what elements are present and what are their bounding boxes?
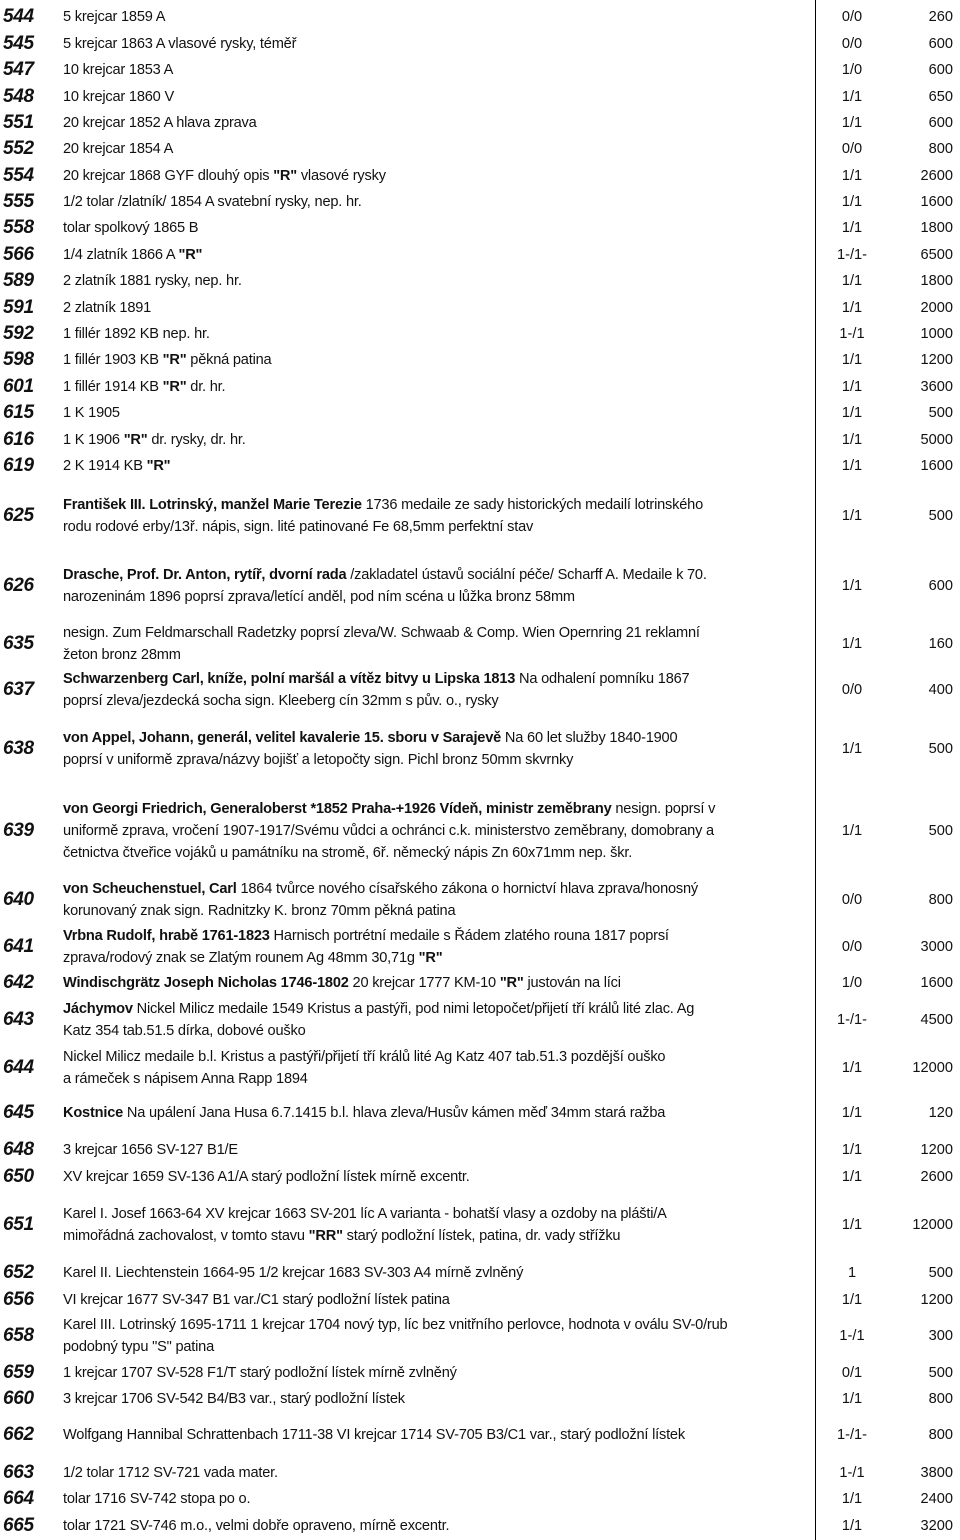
lot-price: 600	[928, 578, 953, 594]
lot-grade: 1/1	[841, 458, 863, 474]
catalog-row	[0, 996, 960, 1044]
catalog-row	[0, 347, 960, 373]
lot-grade: 1/1	[841, 1169, 863, 1185]
catalog-row	[0, 321, 960, 347]
lot-description: 5 krejcar 1863 A vlasové rysky, téměř	[63, 36, 297, 52]
lot-description: von Appel, Johann, generál, velitel kavalerie 15. sboru v Sarajevě Na 60 let služby 1840-1900 poprsí v uniformě zprava/názvy bojišť a letopočty sign. Pichl bronz 50mm skvrnky	[63, 730, 678, 768]
lot-price: 2600	[920, 168, 953, 184]
lot-description: XV krejcar 1659 SV-136 A1/A starý podložní lístek mírně excentr.	[63, 1169, 470, 1185]
lot-number: 554	[3, 165, 34, 186]
lot-number: 616	[3, 429, 34, 450]
lot-grade: 1/1	[841, 300, 863, 316]
lot-number: 545	[3, 33, 34, 54]
catalog-row	[0, 268, 960, 294]
lot-price: 1600	[920, 975, 953, 991]
lot-price: 600	[928, 36, 953, 52]
catalog-row	[0, 796, 960, 866]
lot-number: 592	[3, 323, 34, 344]
lot-price: 500	[928, 741, 953, 757]
lot-price: 800	[928, 892, 953, 908]
lot-grade: 1/1	[841, 352, 863, 368]
lot-price: 160	[928, 636, 953, 652]
lot-grade: 1/1	[841, 432, 863, 448]
catalog-row	[0, 923, 960, 971]
lot-number: 643	[3, 1009, 34, 1030]
catalog-row	[0, 876, 960, 924]
lot-price: 1800	[920, 273, 953, 289]
catalog-row	[0, 492, 960, 540]
catalog-row	[0, 215, 960, 241]
lot-grade: 1-/1	[839, 1465, 865, 1481]
lot-description: Drasche, Prof. Dr. Anton, rytíř, dvorní rada /zakladatel ústavů sociální péče/ Scharff A. Medaile k 70. narozeninám 1896 poprsí zprava/letící anděl, pod ním scéna u lůžka bronz 58mm	[63, 567, 707, 605]
catalog-row	[0, 1137, 960, 1163]
lot-number: 638	[3, 738, 34, 759]
lot-number: 544	[3, 6, 34, 27]
lot-price: 1000	[920, 326, 953, 342]
catalog-row	[0, 1386, 960, 1412]
lot-grade: 0/0	[841, 682, 863, 698]
lot-price: 6500	[920, 247, 953, 263]
lot-grade: 1/1	[841, 379, 863, 395]
catalog-row	[0, 1164, 960, 1190]
catalog-row	[0, 57, 960, 83]
lot-description: 2 K 1914 KB "R"	[63, 458, 171, 474]
lot-description: 1/4 zlatník 1866 A "R"	[63, 247, 203, 263]
lot-number: 656	[3, 1289, 34, 1310]
lot-number: 665	[3, 1515, 34, 1536]
lot-price: 1200	[920, 1142, 953, 1158]
lot-grade: 1-/1-	[836, 1427, 867, 1443]
lot-price: 2400	[920, 1491, 953, 1507]
lot-grade: 1/1	[841, 273, 863, 289]
lot-price: 600	[928, 62, 953, 78]
lot-description: von Scheuchenstuel, Carl 1864 tvůrce nového císařského zákona o hornictví hlava zprava/honosný korunovaný znak sign. Radnitzky K. bronz 70mm pěkná patina	[63, 881, 699, 919]
lot-number: 644	[3, 1057, 34, 1078]
lot-grade: 1/1	[841, 194, 863, 210]
lot-grade: 1/1	[841, 636, 863, 652]
catalog-row	[0, 1460, 960, 1486]
lot-number: 659	[3, 1362, 34, 1383]
catalog-row	[0, 427, 960, 453]
lot-description: VI krejcar 1677 SV-347 B1 var./C1 starý podložní lístek patina	[63, 1292, 450, 1308]
lot-price: 500	[928, 1365, 953, 1381]
catalog-row	[0, 189, 960, 215]
lot-description: Schwarzenberg Carl, kníže, polní maršál a vítěz bitvy u Lipska 1813 Na odhalení pomníku 1867 poprsí zleva/jezdecká socha sign. Kleeberg cín 32mm s pův. o., rysky	[63, 671, 690, 709]
lot-description: tolar 1721 SV-746 m.o., velmi dobře opraveno, mírně excentr.	[63, 1518, 450, 1534]
lot-grade: 1/1	[841, 115, 863, 131]
lot-description: von Georgi Friedrich, Generaloberst *1852 Praha-+1926 Vídeň, ministr zeměbrany nesign. poprsí v uniformě zprava, vročení 1907-1917/Svému vůdci a ochránci c.k. ministerstvo zeměbrany, domobrany a četnictva čtveřice vojáků u památníku na stromě, 6ř. německý nápis Zn 60x71mm nep. škr.	[63, 801, 716, 861]
lot-price: 300	[928, 1328, 953, 1344]
lot-price: 260	[928, 9, 953, 25]
lot-grade: 1-/1	[839, 1328, 865, 1344]
lot-grade: 0/0	[841, 141, 863, 157]
lot-description: 1 krejcar 1707 SV-528 F1/T starý podložní lístek mírně zvlněný	[63, 1365, 457, 1381]
lot-grade: 1/1	[841, 1391, 863, 1407]
lot-description: 3 krejcar 1706 SV-542 B4/B3 var., starý podložní lístek	[63, 1391, 405, 1407]
lot-grade: 1/1	[841, 823, 863, 839]
catalog-row	[0, 970, 960, 996]
lot-grade: 1/1	[841, 578, 863, 594]
lot-description: tolar spolkový 1865 B	[63, 220, 199, 236]
catalog-row	[0, 1422, 960, 1448]
lot-price: 5000	[920, 432, 953, 448]
lot-grade: 1/1	[841, 1491, 863, 1507]
lot-price: 400	[928, 682, 953, 698]
lot-number: 558	[3, 217, 34, 238]
lot-number: 642	[3, 972, 34, 993]
catalog-row	[0, 84, 960, 110]
lot-description: Karel III. Lotrinský 1695-1711 1 krejcar 1704 nový typ, líc bez vnitřního perlovce, hodnota v oválu SV-0/rub podobný typu "S" patina	[63, 1317, 728, 1355]
lot-description: Wolfgang Hannibal Schrattenbach 1711-38 VI krejcar 1714 SV-705 B3/C1 var., starý podložní lístek	[63, 1427, 685, 1443]
lot-number: 626	[3, 575, 34, 596]
lot-number: 637	[3, 679, 34, 700]
lot-grade: 0/0	[841, 36, 863, 52]
lot-number: 598	[3, 349, 34, 370]
lot-price: 1200	[920, 352, 953, 368]
lot-grade: 1/1	[841, 741, 863, 757]
lot-price: 2000	[920, 300, 953, 316]
catalog-row	[0, 31, 960, 57]
lot-grade: 1	[847, 1265, 857, 1281]
catalog-row	[0, 1486, 960, 1512]
catalog-row	[0, 562, 960, 610]
lot-description: 1 K 1906 "R" dr. rysky, dr. hr.	[63, 432, 246, 448]
catalog-row	[0, 1312, 960, 1360]
lot-number: 601	[3, 376, 34, 397]
lot-price: 3600	[920, 379, 953, 395]
lot-grade: 1-/1-	[836, 1012, 867, 1028]
lot-description: Karel I. Josef 1663-64 XV krejcar 1663 SV-201 líc A varianta - bohatší vlasy a ozdoby na plášti/A mimořádná zachovalost, v tomto stavu "RR" starý podložní lístek, patina, dr. vady střížku	[63, 1206, 667, 1244]
lot-grade: 0/0	[841, 939, 863, 955]
lot-price: 12000	[912, 1060, 953, 1076]
lot-description: 2 zlatník 1881 rysky, nep. hr.	[63, 273, 242, 289]
lot-number: 664	[3, 1488, 34, 1509]
lot-price: 1600	[920, 194, 953, 210]
lot-number: 589	[3, 270, 34, 291]
catalog-row	[0, 1287, 960, 1313]
lot-number: 652	[3, 1262, 34, 1283]
lot-price: 3200	[920, 1518, 953, 1534]
lot-description: 10 krejcar 1853 A	[63, 62, 174, 78]
lot-number: 552	[3, 138, 34, 159]
lot-number: 663	[3, 1462, 34, 1483]
lot-grade: 1/0	[841, 62, 863, 78]
catalog-row	[0, 1100, 960, 1126]
lot-description: 20 krejcar 1852 A hlava zprava	[63, 115, 257, 131]
lot-price: 4500	[920, 1012, 953, 1028]
catalog-row	[0, 136, 960, 162]
catalog-row	[0, 374, 960, 400]
lot-price: 800	[928, 1391, 953, 1407]
lot-grade: 1-/1-	[836, 247, 867, 263]
lot-description: František III. Lotrinský, manžel Marie Terezie 1736 medaile ze sady historických medailí lotrinského rodu rodové erby/13ř. nápis, sign. lité patinované Fe 68,5mm perfektní stav	[63, 497, 703, 535]
lot-description: 1 fillér 1914 KB "R" dr. hr.	[63, 379, 226, 395]
lot-price: 500	[928, 405, 953, 421]
lot-number: 662	[3, 1424, 34, 1445]
catalog-row	[0, 1513, 960, 1539]
lot-number: 641	[3, 936, 34, 957]
lot-description: Jáchymov Nickel Milicz medaile 1549 Kristus a pastýři, pod nimi letopočet/přijetí tří králů lité zlac. Ag Katz 354 tab.51.5 dírka, dobové ouško	[63, 1001, 695, 1039]
lot-price: 500	[928, 1265, 953, 1281]
lot-description: Nickel Milicz medaile b.l. Kristus a pastýři/přijetí tří králů lité Ag Katz 407 tab.51.3 pozdější ouško a rámeček s nápisem Anna Rapp 1894	[63, 1049, 666, 1087]
lot-grade: 1/1	[841, 1142, 863, 1158]
lot-grade: 1/1	[841, 405, 863, 421]
lot-price: 800	[928, 141, 953, 157]
lot-number: 619	[3, 455, 34, 476]
lot-price: 650	[928, 89, 953, 105]
lot-description: 5 krejcar 1859 A	[63, 9, 166, 25]
lot-price: 120	[928, 1105, 953, 1121]
lot-description: 1/2 tolar /zlatník/ 1854 A svatební rysky, nep. hr.	[63, 194, 362, 210]
lot-price: 3800	[920, 1465, 953, 1481]
lot-number: 548	[3, 86, 34, 107]
catalog-row	[0, 400, 960, 426]
lot-price: 800	[928, 1427, 953, 1443]
lot-price: 600	[928, 115, 953, 131]
lot-number: 591	[3, 297, 34, 318]
catalog-row	[0, 242, 960, 268]
lot-grade: 1/1	[841, 1105, 863, 1121]
lot-description: 3 krejcar 1656 SV-127 B1/E	[63, 1142, 238, 1158]
lot-price: 1800	[920, 220, 953, 236]
catalog-row	[0, 725, 960, 773]
lot-description: 20 krejcar 1868 GYF dlouhý opis "R" vlasové rysky	[63, 168, 386, 184]
lot-number: 645	[3, 1102, 34, 1123]
lot-grade: 1-/1	[839, 326, 865, 342]
catalog-row	[0, 1360, 960, 1386]
lot-description: 1 K 1905	[63, 405, 120, 421]
lot-description: Windischgrätz Joseph Nicholas 1746-1802 20 krejcar 1777 KM-10 "R" justován na líci	[63, 975, 621, 991]
lot-number: 566	[3, 244, 34, 265]
lot-grade: 1/1	[841, 89, 863, 105]
lot-grade: 0/0	[841, 9, 863, 25]
lot-grade: 0/1	[841, 1365, 863, 1381]
lot-number: 648	[3, 1139, 34, 1160]
lot-number: 658	[3, 1325, 34, 1346]
catalog-row	[0, 666, 960, 714]
lot-description: Kostnice Na upálení Jana Husa 6.7.1415 b.l. hlava zleva/Husův kámen měď 34mm stará ražba	[63, 1105, 666, 1121]
lot-number: 547	[3, 59, 34, 80]
lot-price: 1200	[920, 1292, 953, 1308]
lot-grade: 0/0	[841, 892, 863, 908]
lot-description: Karel II. Liechtenstein 1664-95 1/2 krejcar 1683 SV-303 A4 mírně zvlněný	[63, 1265, 524, 1281]
catalog-row	[0, 4, 960, 30]
lot-description: 10 krejcar 1860 V	[63, 89, 174, 105]
lot-price: 1600	[920, 458, 953, 474]
lot-price: 3000	[920, 939, 953, 955]
lot-number: 615	[3, 402, 34, 423]
lot-grade: 1/1	[841, 1292, 863, 1308]
lot-number: 625	[3, 505, 34, 526]
lot-price: 12000	[912, 1217, 953, 1233]
lot-grade: 1/1	[841, 168, 863, 184]
lot-grade: 1/0	[841, 975, 863, 991]
lot-grade: 1/1	[841, 1217, 863, 1233]
lot-price: 2600	[920, 1169, 953, 1185]
lot-number: 651	[3, 1214, 34, 1235]
lot-grade: 1/1	[841, 1518, 863, 1534]
catalog-row	[0, 295, 960, 321]
lot-description: 1 fillér 1892 KB nep. hr.	[63, 326, 210, 342]
lot-number: 650	[3, 1166, 34, 1187]
lot-description: tolar 1716 SV-742 stopa po o.	[63, 1491, 251, 1507]
lot-description: 1/2 tolar 1712 SV-721 vada mater.	[63, 1465, 278, 1481]
lot-description: Vrbna Rudolf, hrabě 1761-1823 Harnisch portrétní medaile s Řádem zlatého rouna 1817 poprsí zprava/rodový znak se Zlatým rounem Ag 48mm 30,71g "R"	[63, 928, 669, 966]
lot-price: 500	[928, 508, 953, 524]
catalog-row	[0, 163, 960, 189]
lot-number: 640	[3, 889, 34, 910]
lot-number: 635	[3, 633, 34, 654]
lot-description: 20 krejcar 1854 A	[63, 141, 174, 157]
catalog-row	[0, 620, 960, 668]
catalog-row	[0, 1260, 960, 1286]
lot-number: 660	[3, 1388, 34, 1409]
catalog-row	[0, 110, 960, 136]
lot-grade: 1/1	[841, 220, 863, 236]
catalog-row	[0, 453, 960, 479]
lot-description: nesign. Zum Feldmarschall Radetzky poprsí zleva/W. Schwaab & Comp. Wien Opernring 21 reklamní žeton bronz 28mm	[63, 625, 700, 663]
lot-grade: 1/1	[841, 508, 863, 524]
lot-price: 500	[928, 823, 953, 839]
lot-description: 1 fillér 1903 KB "R" pěkná patina	[63, 352, 272, 368]
lot-number: 639	[3, 820, 34, 841]
lot-description: 2 zlatník 1891	[63, 300, 152, 316]
lot-number: 555	[3, 191, 34, 212]
catalog-row	[0, 1044, 960, 1092]
lot-grade: 1/1	[841, 1060, 863, 1076]
catalog-row	[0, 1201, 960, 1249]
lot-number: 551	[3, 112, 34, 133]
